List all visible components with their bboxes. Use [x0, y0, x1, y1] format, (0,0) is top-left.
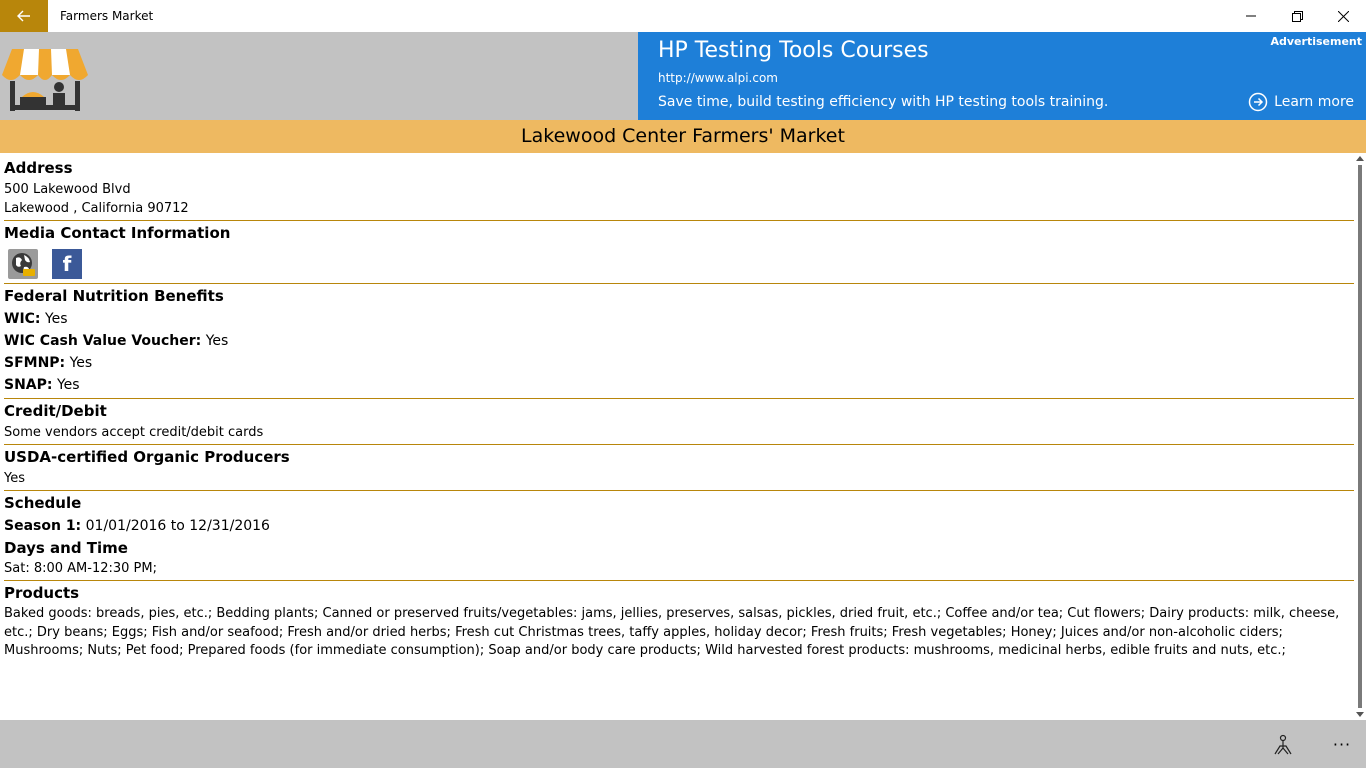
market-details	[0, 153, 1354, 720]
more-options-button[interactable]: ···	[1332, 734, 1352, 754]
scroll-thumb[interactable]	[1358, 165, 1362, 708]
website-icon	[10, 251, 36, 277]
address-heading: Address	[4, 159, 73, 177]
ad-description: Save time, build testing efficiency with HP testing tools training.	[658, 94, 1109, 110]
organic-text: Yes	[4, 471, 25, 486]
days-time-heading: Days and Time	[4, 539, 128, 557]
media-section	[4, 221, 1354, 284]
address-line2: Lakewood , California 90712	[4, 201, 189, 216]
arrow-circle-right-icon	[1248, 92, 1268, 112]
products-text: Baked goods: breads, pies, etc.; Bedding plants; Canned or preserved fruits/vegetables: jams, jellies, preserves, salsas, pickles, dried fruit, etc.; Coffee and/or tea; Cut flowers; Dairy products: milk, cheese, etc.; Dry beans; Eggs; Fish and/or seafood; Fresh and/or dried herbs; Fresh cut Christmas trees, taffy apples, holiday decor; Fresh fruits; Fresh vegetables; Honey; Juices and/or non-alcoholic ciders; Mushrooms; Nuts; Pet food; Prepared foods (for immediate consumption); Soap and/or body care products; Wild harvested forest products: mushrooms, medicinal herbs, edible fruits and nuts, etc.;	[4, 606, 1340, 658]
website-button[interactable]	[8, 249, 38, 279]
close-icon	[1338, 11, 1349, 22]
ad-url: http://www.alpi.com	[658, 71, 778, 85]
facebook-button[interactable]	[52, 249, 82, 279]
products-section	[4, 581, 1354, 661]
benefit-wic: WIC: Yes	[4, 311, 68, 327]
benefit-wic-cvv: WIC Cash Value Voucher: Yes	[4, 333, 229, 349]
products-heading: Products	[4, 584, 80, 602]
market-title: Lakewood Center Farmers' Market	[0, 120, 1366, 153]
media-heading: Media Contact Information	[4, 224, 231, 242]
days-time-value: Sat: 8:00 AM-12:30 PM;	[4, 561, 157, 576]
benefit-sfmnp: SFMNP: Yes	[4, 355, 93, 371]
credit-text: Some vendors accept credit/debit cards	[4, 425, 264, 440]
bottom-app-bar	[0, 720, 1366, 768]
federal-heading: Federal Nutrition Benefits	[4, 287, 224, 305]
map-directions-icon	[1272, 734, 1294, 756]
organic-section	[4, 445, 1354, 491]
title-bar	[0, 0, 1366, 32]
learn-more-link[interactable]	[1248, 92, 1354, 112]
learn-more-label: Learn more	[1274, 94, 1354, 110]
restore-icon	[1292, 11, 1303, 22]
address-section	[4, 153, 1354, 221]
directions-button[interactable]	[1270, 732, 1296, 758]
address-line1: 500 Lakewood Blvd	[4, 182, 131, 197]
media-icons	[4, 245, 1354, 281]
arrow-left-icon	[17, 10, 31, 22]
schedule-heading: Schedule	[4, 494, 82, 512]
ad-title: HP Testing Tools Courses	[658, 38, 929, 63]
minimize-icon	[1246, 11, 1256, 21]
restore-button[interactable]	[1274, 0, 1320, 32]
organic-heading: USDA-certified Organic Producers	[4, 448, 290, 466]
federal-benefits-section	[4, 284, 1354, 399]
scroll-up-icon[interactable]	[1356, 156, 1364, 161]
advertisement-banner[interactable]	[638, 32, 1366, 120]
scroll-down-icon[interactable]	[1356, 712, 1364, 717]
ad-label: Advertisement	[1270, 35, 1362, 48]
vertical-scrollbar[interactable]	[1354, 153, 1366, 720]
close-button[interactable]	[1320, 0, 1366, 32]
app-title: Farmers Market	[60, 9, 154, 23]
minimize-button[interactable]	[1228, 0, 1274, 32]
season-row: Season 1: 01/01/2016 to 12/31/2016	[4, 518, 270, 534]
credit-section	[4, 399, 1354, 445]
credit-heading: Credit/Debit	[4, 402, 107, 420]
market-stall-logo-icon	[2, 47, 88, 113]
benefit-snap: SNAP: Yes	[4, 377, 80, 393]
back-button[interactable]	[0, 0, 48, 32]
facebook-icon: f	[62, 252, 72, 276]
schedule-section	[4, 491, 1354, 581]
